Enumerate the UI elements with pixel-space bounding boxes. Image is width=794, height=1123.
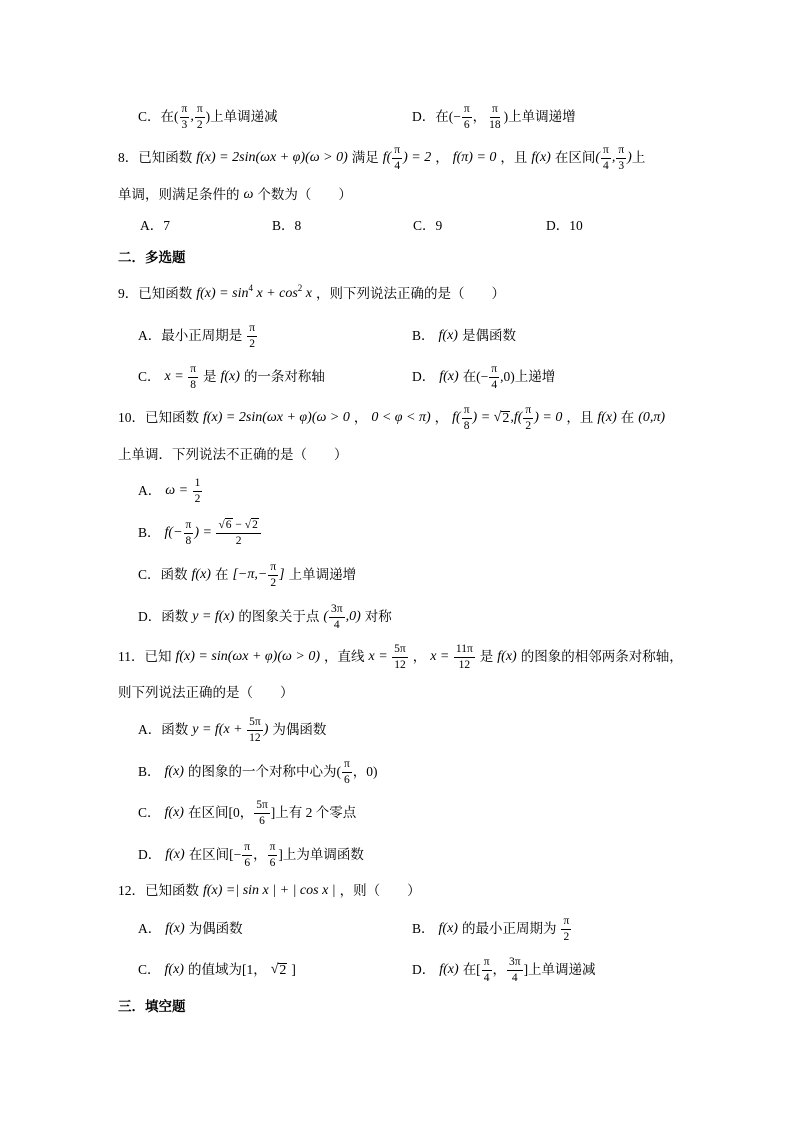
text-run: ， xyxy=(253,847,267,862)
fraction-denominator: 12 xyxy=(458,658,471,671)
fraction-denominator: 3 xyxy=(181,118,188,131)
radical-sign: √ xyxy=(270,962,279,977)
question-number-text: 11．已知 xyxy=(118,649,172,664)
math-object xyxy=(232,561,284,590)
fraction-numerator: π xyxy=(184,519,194,534)
radicand: 2 xyxy=(502,411,510,426)
fraction-denominator: 2 xyxy=(525,419,532,432)
math-text: [−π,− xyxy=(232,567,268,582)
fraction-denominator: 6 xyxy=(463,118,470,131)
math-text: (0,π) xyxy=(638,410,666,425)
math-object xyxy=(196,283,313,302)
option-text: B．8 xyxy=(272,218,302,233)
math-text: f(x) xyxy=(164,805,184,820)
text-run: 在(− xyxy=(462,369,489,384)
math-text: ) xyxy=(263,722,269,737)
math-object xyxy=(638,410,665,426)
fraction-numerator xyxy=(216,518,260,534)
text-run: C． xyxy=(138,962,161,977)
fraction xyxy=(329,603,345,632)
text-run: D．函数 xyxy=(138,609,189,624)
fraction-denominator: 2 xyxy=(270,576,277,589)
fraction-numerator: 5π xyxy=(247,716,263,731)
math-text: ) = 0 xyxy=(534,410,563,425)
fraction xyxy=(188,363,198,392)
math-text: ) = √ xyxy=(472,410,502,425)
q12-option-d xyxy=(412,950,596,990)
math-text: ) xyxy=(627,150,632,165)
option-text: A．7 xyxy=(140,218,170,233)
math-object xyxy=(368,643,408,672)
fraction xyxy=(482,956,492,985)
text-run: 是 xyxy=(203,369,217,384)
fraction-numerator: π xyxy=(616,144,626,159)
fraction xyxy=(523,404,533,433)
radicand: 2 xyxy=(279,963,287,978)
text-run: 的最小正周期为 xyxy=(461,921,557,936)
fraction xyxy=(242,841,252,870)
text-run: 满足 xyxy=(351,150,379,165)
math-text: f( xyxy=(452,410,461,425)
math-object xyxy=(176,649,320,665)
fraction-numerator: π xyxy=(180,103,190,118)
text-run: ] xyxy=(291,962,296,977)
math-text: f(x) xyxy=(164,962,184,977)
math-text: ) = 2 xyxy=(403,150,432,165)
fraction-denominator: 12 xyxy=(249,731,261,744)
text-run: C． xyxy=(138,805,161,820)
math-object xyxy=(165,962,184,978)
math-object xyxy=(244,187,254,203)
math-text: f(x) xyxy=(531,150,551,165)
text-run: 为偶函数 xyxy=(272,722,327,737)
q9-option-c xyxy=(138,357,325,397)
text-run: C．函数 xyxy=(138,567,188,582)
q11-stem-line1 xyxy=(118,637,683,677)
q8-option-b xyxy=(272,206,301,246)
text-run: D． xyxy=(412,962,436,977)
q9-option-d xyxy=(412,357,555,397)
text-run: 对称 xyxy=(364,609,392,624)
math-text: f(x) xyxy=(165,847,185,862)
text-run: 在区间[− xyxy=(188,847,242,862)
math-text: x + cos xyxy=(252,286,298,301)
q10-stem-line1 xyxy=(118,398,669,438)
fraction-denominator: 2 xyxy=(249,337,256,350)
minus-radical-sign: − √ xyxy=(232,519,252,531)
text-run: ]上有 2 个零点 xyxy=(270,805,357,820)
text-run: 上单调递增 xyxy=(288,567,357,582)
fraction-numerator: π xyxy=(188,363,198,378)
math-text: f(x) = 2sin(ωx + φ)(ω > 0 xyxy=(203,410,350,425)
fraction-denominator: 2 xyxy=(235,535,242,547)
math-object xyxy=(192,567,211,583)
math-object xyxy=(221,369,240,385)
text-run: A． xyxy=(138,483,162,498)
text-run: 在 xyxy=(620,410,635,425)
fraction xyxy=(342,758,352,787)
text-run: 的图象的相邻两条对称轴， xyxy=(520,649,683,664)
superscript: 2 xyxy=(297,283,303,293)
fraction-denominator: 4 xyxy=(333,618,340,631)
fraction xyxy=(392,144,402,173)
fraction xyxy=(254,799,270,828)
text-run: A． xyxy=(138,921,162,936)
math-object xyxy=(246,322,258,351)
text-run: C． xyxy=(138,369,161,384)
q9-stem xyxy=(118,274,505,314)
math-object xyxy=(192,716,268,745)
q11-option-c xyxy=(138,793,356,833)
math-object xyxy=(271,962,288,978)
text-run: D． xyxy=(412,369,436,384)
fraction-numerator: π xyxy=(523,404,533,419)
math-text: f(x) =| sin x | + | cos x | xyxy=(203,883,336,898)
text-run: ， xyxy=(353,410,368,425)
text-run: B． xyxy=(412,921,435,936)
question-number-text: 10．已知函数 xyxy=(118,410,199,425)
math-object xyxy=(165,518,262,548)
fraction xyxy=(195,103,205,132)
fraction-denominator: 6 xyxy=(259,814,265,827)
text-run: B． xyxy=(138,525,161,540)
fraction-numerator: π xyxy=(489,363,499,378)
q10-option-c xyxy=(138,555,356,595)
fraction-denominator: 4 xyxy=(483,971,490,984)
fraction xyxy=(507,956,523,985)
q11-option-b xyxy=(138,752,378,792)
section-title: 二．多选题 xyxy=(118,250,186,265)
text-run: ，直线 xyxy=(323,649,365,664)
math-object xyxy=(165,847,184,863)
math-text: x xyxy=(302,286,313,301)
math-object xyxy=(165,477,203,506)
text-run: 的值域为[1， xyxy=(187,962,267,977)
text-run: ， xyxy=(435,150,449,165)
text-run: 上 xyxy=(631,150,646,165)
text-run: 为偶函数 xyxy=(188,921,243,936)
text-run: 的图象关于点 xyxy=(238,609,320,624)
fraction-numerator: 11π xyxy=(454,643,475,658)
math-object xyxy=(203,883,336,899)
math-text: f(π) = 0 xyxy=(452,150,497,165)
q11-option-a xyxy=(138,710,326,750)
math-text: ,0) xyxy=(345,609,361,624)
text-run: A．函数 xyxy=(138,722,189,737)
math-object xyxy=(203,410,350,426)
math-object xyxy=(560,915,572,944)
text-run: ， xyxy=(434,410,449,425)
math-text: f(x) = sin(ωx + φ)(ω > 0) xyxy=(175,649,320,664)
math-text: f(x) xyxy=(220,369,240,384)
text-run: 则下列说法正确的是（ ） xyxy=(118,685,294,700)
fraction-denominator: 3 xyxy=(618,159,625,172)
math-text: , xyxy=(611,150,616,165)
q12-option-c xyxy=(138,950,296,990)
fraction xyxy=(247,716,263,745)
fraction-numerator: π xyxy=(490,103,500,118)
fraction xyxy=(180,103,190,132)
fraction-denominator: 4 xyxy=(603,159,609,172)
math-text: ( xyxy=(595,150,601,165)
text-run: 的图象的一个对称中心为( xyxy=(187,764,341,779)
question-number-text: 8．已知函数 xyxy=(118,150,193,165)
fraction-numerator: π xyxy=(561,915,571,930)
fraction-numerator: π xyxy=(462,404,472,419)
math-text: ( xyxy=(323,609,329,624)
fraction-numerator: π xyxy=(247,322,257,337)
fraction-denominator: 6 xyxy=(244,856,251,869)
text-run: ，且 xyxy=(566,410,594,425)
text-run: ]上为单调函数 xyxy=(278,847,364,862)
math-object xyxy=(597,410,616,426)
q10-option-b xyxy=(138,513,266,553)
q11-stem-line2 xyxy=(118,673,294,713)
fraction-denominator: 2 xyxy=(194,492,201,505)
q8-option-d xyxy=(546,206,583,246)
math-object xyxy=(439,328,458,344)
math-text: 0 < φ < π) xyxy=(371,410,431,425)
math-text: f(x) xyxy=(439,369,459,384)
text-run: ，0) xyxy=(352,764,378,779)
fraction-denominator: 4 xyxy=(511,971,518,984)
math-text: ,f( xyxy=(510,410,523,425)
text-run: 的一条对称轴 xyxy=(243,369,325,384)
text-run: ， xyxy=(472,109,487,124)
math-text: f(x) xyxy=(164,764,184,779)
math-text: y = f(x + xyxy=(192,722,247,737)
q9-option-a xyxy=(138,316,262,356)
text-run: A．最小正周期是 xyxy=(138,328,243,343)
fraction-numerator: π xyxy=(462,103,472,118)
fraction-numerator: 3π xyxy=(507,956,523,971)
math-object xyxy=(323,603,360,632)
fraction-numerator: π xyxy=(482,956,492,971)
fraction xyxy=(561,915,571,944)
fraction xyxy=(462,103,472,132)
q10-option-d xyxy=(138,597,392,637)
fraction xyxy=(247,322,257,351)
fraction xyxy=(268,841,278,870)
math-object xyxy=(439,921,458,937)
math-text: f(− xyxy=(164,525,183,540)
text-run: 在 xyxy=(214,567,229,582)
q11-option-d xyxy=(138,835,364,875)
fraction-numerator: π xyxy=(392,144,402,159)
section-title: 三．填空题 xyxy=(118,999,186,1014)
q12-stem xyxy=(118,871,421,911)
fraction xyxy=(487,103,503,132)
fraction-numerator: 5π xyxy=(392,643,408,658)
math-text: f(x) xyxy=(191,567,211,582)
math-text: f(x) xyxy=(497,649,517,664)
superscript: 4 xyxy=(248,283,253,293)
text-run: ]上单调递减 xyxy=(523,962,596,977)
math-text: x = xyxy=(164,369,188,384)
math-object xyxy=(196,150,347,166)
math-text: f(x) xyxy=(439,962,459,977)
text-run: ， xyxy=(492,962,506,977)
text-run: 个数为（ ） xyxy=(257,187,352,202)
fraction xyxy=(462,404,472,433)
math-object xyxy=(453,150,497,166)
radical-sign: √ xyxy=(218,519,225,531)
math-text: f(x) xyxy=(438,328,458,343)
fraction xyxy=(601,144,611,173)
fraction-denominator: 4 xyxy=(394,159,401,172)
math-object xyxy=(165,363,199,392)
math-object xyxy=(497,649,516,665)
question-number-text: 9．已知函数 xyxy=(118,286,193,301)
text-run: 在[ xyxy=(462,962,481,977)
fraction-numerator: π xyxy=(342,758,352,773)
text-run: ，则（ ） xyxy=(339,883,421,898)
math-text: , xyxy=(190,109,194,124)
fraction-denominator: 4 xyxy=(491,378,498,391)
math-object xyxy=(383,144,431,173)
q7-option-c xyxy=(138,97,278,137)
math-object xyxy=(452,404,562,433)
fraction-denominator: 8 xyxy=(463,419,470,432)
q8-option-c xyxy=(413,206,442,246)
fraction-numerator: π xyxy=(268,841,278,856)
option-text: D．10 xyxy=(546,218,583,233)
math-text: ω xyxy=(243,187,254,202)
math-object xyxy=(430,643,476,672)
q12-option-b xyxy=(412,909,576,949)
math-text: f( xyxy=(382,150,392,165)
math-text: f(x) xyxy=(597,410,617,425)
fraction-numerator: 3π xyxy=(329,603,345,618)
text-run: ，则下列说法正确的是（ ） xyxy=(316,286,506,301)
option-text: C．9 xyxy=(413,218,443,233)
text-run: 在区间 xyxy=(554,150,596,165)
fraction-numerator: π xyxy=(268,561,278,576)
q10-stem-line2 xyxy=(118,435,348,475)
q9-option-b xyxy=(412,316,516,356)
math-object xyxy=(439,962,458,978)
fraction xyxy=(184,519,194,548)
fraction-numerator: 5π xyxy=(254,799,270,814)
fraction xyxy=(489,363,499,392)
fraction-numerator: π xyxy=(195,103,205,118)
text-run: D．在(− xyxy=(412,109,461,124)
text-run: D． xyxy=(138,847,162,862)
fraction-denominator: 6 xyxy=(343,773,350,786)
text-run: C．在( xyxy=(138,109,179,124)
fraction-denominator: 18 xyxy=(489,118,501,131)
math-text: f(x) xyxy=(165,921,185,936)
fraction xyxy=(216,518,260,548)
text-run: )上单调递减 xyxy=(205,109,278,124)
text-run: ， xyxy=(412,649,427,664)
math-text: f(x) xyxy=(438,921,458,936)
fraction xyxy=(392,643,408,672)
math-text: ω = xyxy=(165,483,192,498)
text-run: 上单调．下列说法不正确的是（ ） xyxy=(118,447,348,462)
fraction-numerator: 1 xyxy=(193,477,203,492)
fraction-denominator: 12 xyxy=(394,658,406,671)
text-run: 是 xyxy=(479,649,494,664)
question-number-text: 12．已知函数 xyxy=(118,883,199,898)
text-run: ，且 xyxy=(500,150,528,165)
math-object xyxy=(192,609,234,625)
fraction-numerator: π xyxy=(242,841,252,856)
fraction-denominator: 2 xyxy=(196,118,203,131)
math-object xyxy=(371,410,430,426)
text-run: 是偶函数 xyxy=(461,328,516,343)
fraction xyxy=(268,561,278,590)
math-text: ] xyxy=(279,567,285,582)
math-object xyxy=(531,150,550,166)
fraction xyxy=(616,144,626,173)
fraction xyxy=(454,643,475,672)
math-text: x = xyxy=(368,649,392,664)
math-text: ) = xyxy=(194,525,216,540)
text-run: B． xyxy=(138,764,161,779)
math-object xyxy=(165,805,184,821)
fraction-numerator: π xyxy=(601,144,611,159)
text-run: B． xyxy=(412,328,435,343)
math-text: x = xyxy=(430,649,453,664)
fraction-denominator: 6 xyxy=(269,856,276,869)
section-heading-fill-in-blank xyxy=(118,987,186,1027)
radicand: 2 xyxy=(252,519,258,531)
math-text: f(x) = 2sin(ωx + φ)(ω > 0) xyxy=(196,150,348,165)
fraction-denominator: 8 xyxy=(185,534,192,547)
fraction-denominator: 2 xyxy=(563,930,570,943)
math-object xyxy=(165,764,184,780)
text-run: 在区间[0， xyxy=(187,805,254,820)
math-text: f(x) = sin xyxy=(196,286,249,301)
q10-option-a xyxy=(138,471,207,511)
text-run: )上单调递增 xyxy=(503,109,576,124)
math-object xyxy=(165,921,184,937)
fraction-denominator: 8 xyxy=(190,378,196,391)
text-run: 单调，则满足条件的 xyxy=(118,187,240,202)
text-run: ,0)上递增 xyxy=(500,369,556,384)
section-heading-multiple-choice xyxy=(118,238,186,278)
q8-stem-line1 xyxy=(118,138,645,178)
radicand: 6 xyxy=(225,519,232,531)
math-text: y = f(x) xyxy=(192,609,235,624)
math-object xyxy=(439,369,458,385)
q12-option-a xyxy=(138,909,243,949)
fraction xyxy=(193,477,203,506)
q7-option-d xyxy=(412,97,576,137)
